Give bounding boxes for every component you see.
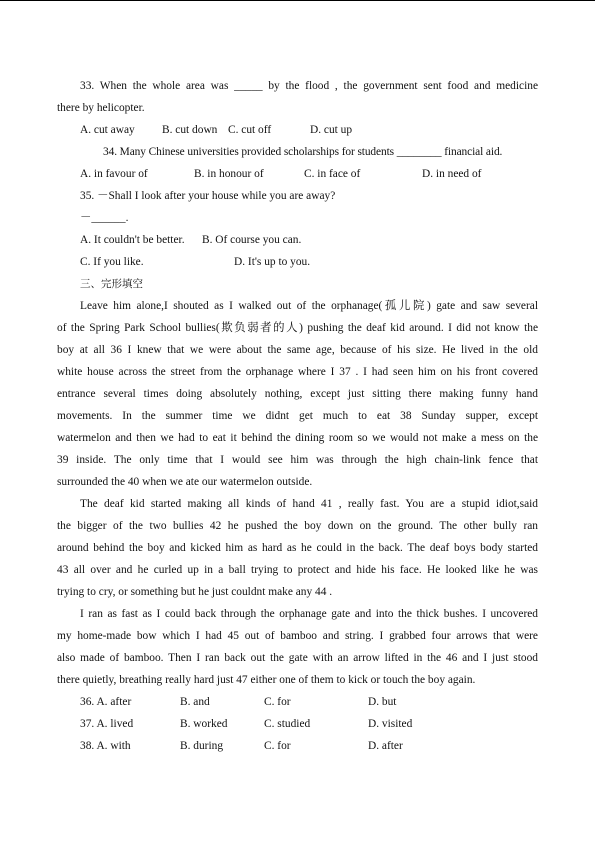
passage-line: trying to cry, or something but he just couldnt make any 44 . xyxy=(57,586,333,598)
q34-option-d: D. in need of xyxy=(422,168,482,180)
answer-36-b: B. and xyxy=(180,696,210,708)
passage-line: 39 inside. The only time that I would see him was through the high chain-link fence that xyxy=(57,454,538,466)
answer-row-38 xyxy=(57,735,538,757)
q34-option-b: B. in honour of xyxy=(194,168,264,180)
answer-36-c: C. for xyxy=(264,696,291,708)
q34-options xyxy=(57,163,538,185)
passage-paragraph-3 xyxy=(57,603,538,691)
answer-38-b: B. during xyxy=(180,740,224,752)
passage-line: there quietly, breathing really hard just 47 either one of them to kick or touch the boy again. xyxy=(57,674,476,686)
q35-options-row2 xyxy=(57,251,538,273)
q33-option-d: D. cut up xyxy=(310,124,353,136)
passage-line: of the Spring Park School bullies(欺负弱者的人) pushing the deaf kid around. I did not know the xyxy=(57,322,538,334)
q35-options-row1 xyxy=(57,229,538,251)
q35-option-d: D. It's up to you. xyxy=(234,256,311,268)
passage-line: The deaf kid started making all kinds of hand 41 , really fast. You are a stupid idiot,said xyxy=(80,498,538,510)
passage-paragraph-2 xyxy=(57,493,538,603)
q33-option-b: B. cut down xyxy=(162,124,218,136)
q33-option-a: A. cut away xyxy=(80,124,135,136)
passage-line: Leave him alone,I shouted as I walked out of the orphanage(孤儿院) gate and saw several xyxy=(80,300,538,312)
passage-line: 43 all over and he curled up in a ball trying to protect and hide his face. He looked like he was xyxy=(57,564,538,576)
q35-option-a: A. It couldn't be better. xyxy=(80,234,185,246)
passage-line: surrounded the 40 when we ate our watermelon outside. xyxy=(57,476,313,488)
answer-36-d: D. but xyxy=(368,696,397,708)
passage-line: movements. In the summer time we didnt get much to eat 38 Sunday supper, except xyxy=(57,410,538,422)
answer-37-a: 37. A. lived xyxy=(80,718,134,730)
q33-options xyxy=(57,119,538,141)
q34-option-c: C. in face of xyxy=(304,168,361,180)
passage-paragraph-1 xyxy=(57,295,538,493)
q33-stem-line1: 33. When the whole area was _____ by the flood , the government sent food and medicine xyxy=(80,80,538,92)
passage-line: also made of bamboo. Then I ran back out the gate with an arrow lifted in the 46 and I just stood xyxy=(57,652,538,664)
passage-line: entrance several times doing absolutely nothing, except just sitting there making funny hand xyxy=(57,388,538,400)
q34-option-a: A. in favour of xyxy=(80,168,148,180)
top-rule xyxy=(0,0,595,1)
passage-line: boy at all 36 I knew that we were about the same age, because of his size. He lived in the old xyxy=(57,344,538,356)
answer-37-b: B. worked xyxy=(180,718,228,730)
passage-line: watermelon and then we had to eat it behind the dining room so we would not make a mess on the xyxy=(57,432,538,444)
q35-answer-blank: －______. xyxy=(80,212,129,224)
exam-page xyxy=(57,75,538,757)
answer-37-c: C. studied xyxy=(264,718,311,730)
answer-row-36 xyxy=(57,691,538,713)
answer-38-a: 38. A. with xyxy=(80,740,131,752)
passage-line: I ran as fast as I could back through the orphanage gate and into the thick bushes. I uncovered xyxy=(80,608,538,620)
section-heading: 三、完形填空 xyxy=(80,278,143,290)
answer-36-a: 36. A. after xyxy=(80,696,132,708)
passage-line: around behind the boy and kicked him as hard as he could in the back. The deaf boys body started xyxy=(57,542,538,554)
q33-stem-line2: there by helicopter. xyxy=(57,102,145,114)
passage-line: the bigger of the two bullies 42 he pushed the boy down on the ground. The other bully ran xyxy=(57,520,538,532)
q35-option-b: B. Of course you can. xyxy=(202,234,302,246)
q33-option-c: C. cut off xyxy=(228,124,272,136)
q34-stem: 34. Many Chinese universities provided scholarships for students ________ financial aid. xyxy=(103,146,503,158)
q35-option-c: C. If you like. xyxy=(80,256,144,268)
answer-38-d: D. after xyxy=(368,740,403,752)
passage-line: white house across the street from the orphanage where I 37 . I had seen him on his front covered xyxy=(57,366,538,378)
answer-37-d: D. visited xyxy=(368,718,413,730)
passage-line: my home-made bow which I had 45 out of bamboo and string. I grabbed four arrows that were xyxy=(57,630,538,642)
answer-row-37 xyxy=(57,713,538,735)
q35-stem: 35. －Shall I look after your house while you are away? xyxy=(80,190,336,202)
answer-38-c: C. for xyxy=(264,740,291,752)
